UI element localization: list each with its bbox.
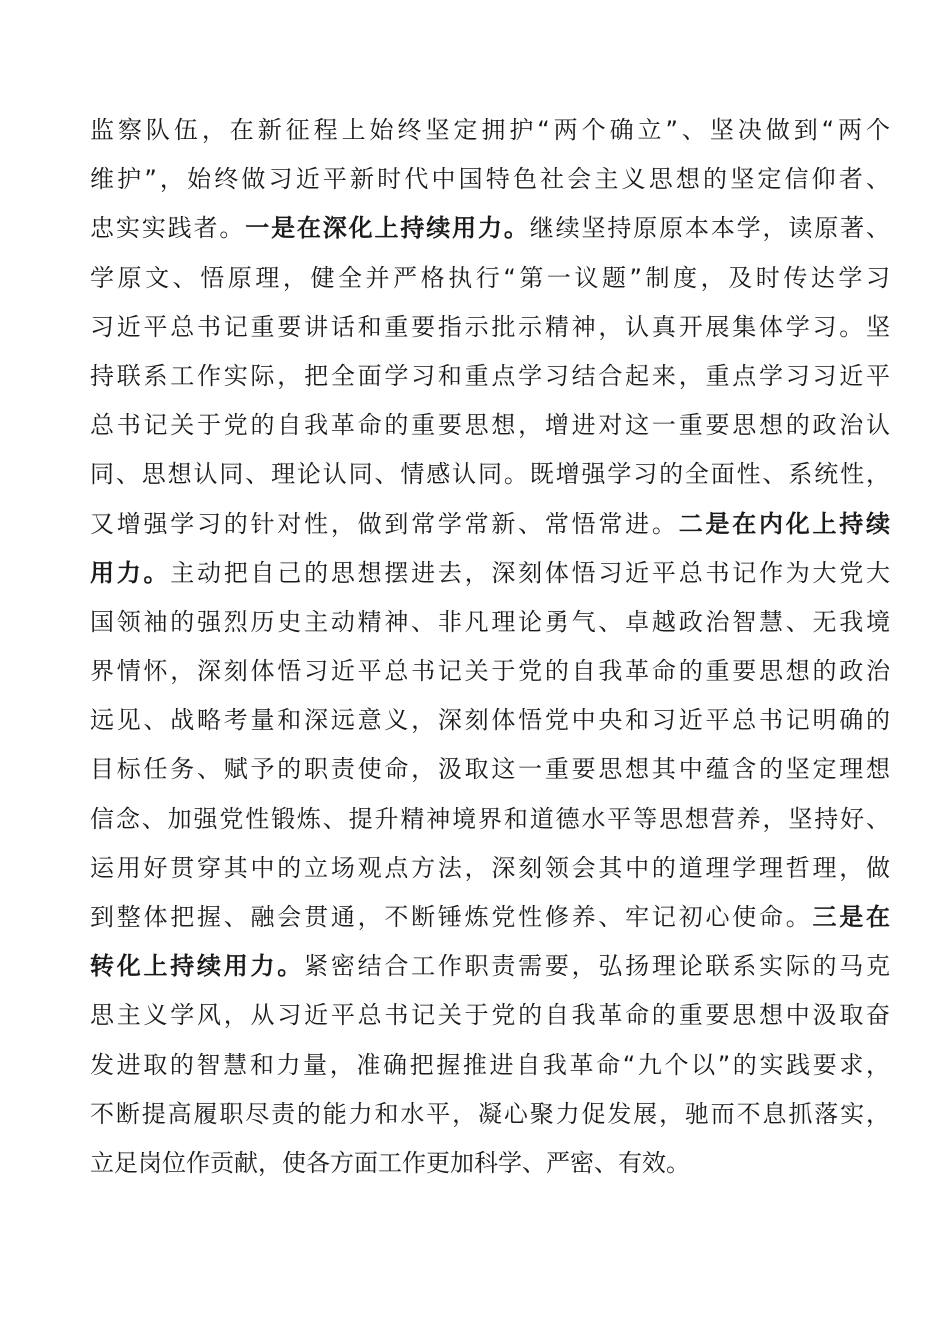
text-line [90, 1041, 890, 1090]
bold-heading-text: 一是在深化上持续用力。 [245, 214, 530, 243]
text-line [90, 844, 890, 893]
text-line [90, 942, 890, 991]
text-line [90, 155, 890, 204]
body-paragraph [90, 106, 890, 1188]
body-text-segment: 忠实实践者。 [90, 214, 246, 243]
text-line [90, 352, 890, 401]
text-line [90, 303, 890, 352]
body-text-segment: 立足岗位作贡献，使各方面工作更加科学、严密、有效。 [90, 1148, 690, 1177]
text-line [90, 549, 890, 598]
body-text-segment: 主动把自己的思想摆进去，深刻体悟习近平总书记作为大党大 [170, 558, 891, 587]
body-text-segment: 发进取的智慧和力量，准确把握推进自我革命“九个以”的实践要求， [90, 1050, 890, 1079]
body-text-segment: 紧密结合工作职责需要，弘扬理论联系实际的马克 [304, 952, 891, 981]
body-text-segment: 思主义学风，从习近平总书记关于党的自我革命的重要思想中汲取奋 [90, 1001, 890, 1030]
text-line [90, 745, 890, 794]
bold-heading-text: 转化上持续用力。 [90, 952, 305, 981]
body-text-segment: 界情怀，深刻体悟习近平总书记关于党的自我革命的重要思想的政治 [90, 657, 890, 686]
body-text-segment: 同、思想认同、理论认同、情感认同。既增强学习的全面性、系统性， [90, 460, 890, 489]
body-text-segment: 学原文、悟原理，健全并严格执行“第一议题”制度，及时传达学习 [90, 263, 890, 292]
text-line [90, 696, 890, 745]
body-text-segment: 总书记关于党的自我革命的重要思想，增进对这一重要思想的政治认 [90, 411, 890, 440]
text-line [90, 598, 890, 647]
bold-heading-text: 二是在内化上持续 [678, 509, 891, 538]
body-text-segment: 运用好贯穿其中的立场观点方法，深刻领会其中的道理学理哲理，做 [90, 853, 890, 882]
body-text-segment: 持联系工作实际，把全面学习和重点学习结合起来，重点学习习近平 [90, 361, 890, 390]
body-text-segment: 远见、战略考量和深远意义，深刻体悟党中央和习近平总书记明确的 [90, 706, 890, 735]
body-text-segment: 监察队伍，在新征程上始终坚定拥护“两个确立”、坚决做到“两个 [90, 116, 890, 144]
text-line [90, 647, 890, 696]
text-line [90, 893, 890, 942]
body-text-segment: 维护”，始终做习近平新时代中国特色社会主义思想的坚定信仰者、 [90, 165, 890, 194]
bold-heading-text: 三是在 [812, 903, 891, 931]
text-line [90, 401, 890, 450]
text-line [90, 500, 890, 549]
body-text-segment: 不断提高履职尽责的能力和水平，凝心聚力促发展，驰而不息抓落实， [90, 1099, 890, 1128]
text-line [90, 1090, 890, 1139]
text-line [90, 795, 890, 844]
body-text-segment: 继续坚持原原本本学，读原著、 [529, 214, 891, 243]
body-text-segment: 又增强学习的针对性，做到常学常新、常悟常进。 [90, 509, 679, 538]
body-text-segment: 到整体把握、融会贯通，不断锤炼党性修养、牢记初心使命。 [90, 903, 813, 931]
body-text-segment: 目标任务、赋予的职责使命，汲取这一重要思想其中蕴含的坚定理想 [90, 755, 890, 784]
text-line [90, 1139, 890, 1188]
text-line [90, 991, 890, 1040]
body-text-segment: 信念、加强党性锻炼、提升精神境界和道德水平等思想营养，坚持好、 [90, 804, 890, 833]
body-text-segment: 国领袖的强烈历史主动精神、非凡理论勇气、卓越政治智慧、无我境 [90, 607, 890, 636]
text-line [90, 204, 890, 253]
text-line [90, 450, 890, 499]
body-text-segment: 习近平总书记重要讲话和重要指示批示精神，认真开展集体学习。坚 [90, 312, 890, 341]
text-line [90, 254, 890, 303]
text-line [90, 106, 890, 155]
bold-heading-text: 用力。 [90, 558, 171, 587]
